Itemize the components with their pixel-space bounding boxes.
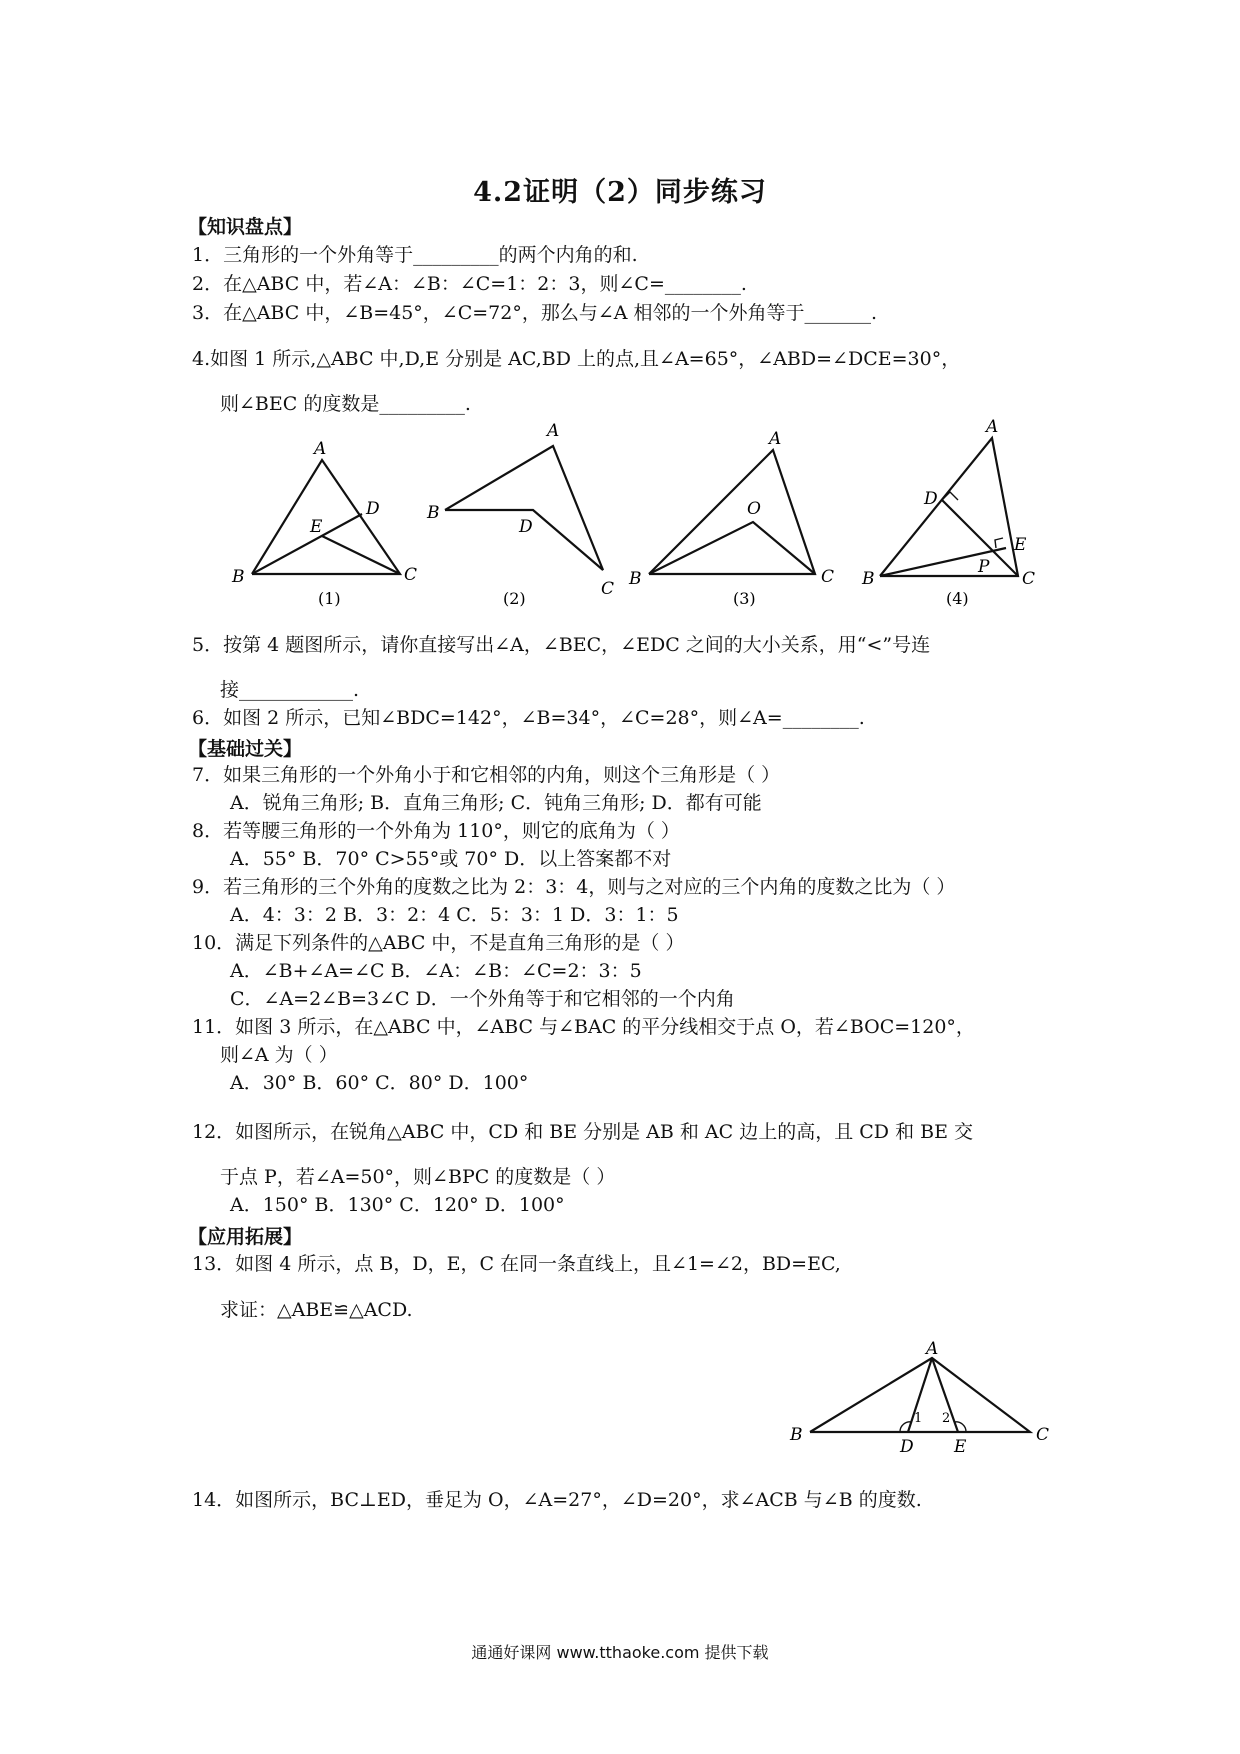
fig3-caption: (3) [733,589,756,608]
fig1-label-b: B [232,567,245,587]
fig1-label-c: C [404,565,418,585]
question-9: 9．若三角形的三个外角的度数之比为 2：3：4，则与之对应的三个内角的度数之比为（ ） [192,876,956,898]
section-basics: 【基础过关】 [188,738,303,760]
fig5-label-b: B [790,1425,803,1445]
fig1-label-e: E [310,517,323,537]
fig4-label-c: C [1022,569,1036,589]
fig5-label-d: D [900,1437,914,1457]
question-1: 1．三角形的一个外角等于_________的两个内角的和. [192,244,638,266]
question-3: 3．在△ABC 中，∠B=45°，∠C=72°，那么与∠A 相邻的一个外角等于_______. [192,302,878,324]
question-12-line-1: 12．如图所示，在锐角△ABC 中，CD 和 BE 分别是 AB 和 AC 边上的高，且 CD 和 BE 交 [192,1121,973,1143]
fig4-label-e: E [1014,535,1027,555]
question-13-line-1: 13．如图 4 所示，点 B，D，E，C 在同一条直线上，且∠1=∠2，BD=EC, [192,1253,841,1275]
question-5-line-1: 5．按第 4 题图所示，请你直接写出∠A，∠BEC，∠EDC 之间的大小关系，用“<”号连 [192,634,931,656]
fig1-label-d: D [366,499,380,519]
figure-2 [425,418,625,612]
fig5-label-e: E [954,1437,967,1457]
question-8-options: A．55° B．70° C>55°或 70° D．以上答案都不对 [230,848,672,870]
question-10-options-ab: A．∠B+∠A=∠C B．∠A：∠B：∠C=2：3：5 [230,960,642,982]
question-12-options: A．150° B．130° C．120° D．100° [230,1194,565,1216]
figure-5 [790,1340,1060,1464]
fig4-label-d: D [924,489,938,509]
question-11-line-1: 11．如图 3 所示，在△ABC 中，∠ABC 与∠BAC 的平分线相交于点 O，若∠BOC=120°， [192,1016,975,1038]
fig2-label-d: D [519,517,533,537]
fig3-label-o: O [747,499,761,519]
question-9-options: A．4：3：2 B．3：2：4 C．5：3：1 D．3：1：5 [230,904,679,926]
footer-credit: 通通好课网 www.tthaoke.com 提供下载 [471,1643,769,1662]
fig5-label-a: A [926,1339,939,1359]
question-2: 2．在△ABC 中，若∠A：∠B：∠C=1：2：3，则∠C=________. [192,273,747,295]
fig1-caption: (1) [318,589,341,608]
question-6: 6．如图 2 所示，已知∠BDC=142°，∠B=34°，∠C=28°，则∠A=________. [192,707,865,729]
question-13-line-2: 求证：△ABE≌△ACD. [220,1299,413,1321]
fig4-label-b: B [862,569,875,589]
fig2-label-b: B [427,503,440,523]
question-12-line-2: 于点 P，若∠A=50°，则∠BPC 的度数是（ ） [220,1166,616,1188]
figure-1 [230,432,420,616]
question-14: 14．如图所示，BC⊥ED，垂足为 O，∠A=27°，∠D=20°，求∠ACB 与∠B 的度数. [192,1489,922,1511]
fig1-label-a: A [314,439,327,459]
question-10-options-cd: C．∠A=2∠B=3∠C D．一个外角等于和它相邻的一个内角 [230,988,735,1010]
question-10: 10．满足下列条件的△ABC 中，不是直角三角形的是（ ） [192,932,685,954]
section-application: 【应用拓展】 [188,1226,303,1248]
fig2-label-a: A [547,421,560,441]
question-5-line-2: 接____________. [220,679,360,701]
question-11-options: A．30° B．60° C．80° D．100° [230,1072,529,1094]
fig4-label-a: A [986,417,999,437]
question-7-options: A．锐角三角形; B．直角三角形; C．钝角三角形; D．都有可能 [230,792,762,814]
fig2-label-c: C [601,579,615,599]
fig2-caption: (2) [503,589,526,608]
fig4-caption: (4) [946,589,969,608]
fig3-label-a: A [769,429,782,449]
section-knowledge: 【知识盘点】 [188,216,303,238]
fig4-label-p: P [978,557,990,577]
fig5-label-c: C [1036,1425,1050,1445]
fig5-angle-1: 1 [914,1411,923,1426]
fig3-label-c: C [821,567,835,587]
page-title: 4.2证明（2）同步练习 [473,177,767,208]
question-11-line-2: 则∠A 为（ ） [220,1044,338,1066]
figure-3 [625,428,845,612]
figure-4 [860,418,1050,614]
fig3-label-b: B [629,569,642,589]
question-7: 7．如果三角形的一个外角小于和它相邻的内角，则这个三角形是（ ） [192,764,781,786]
fig5-angle-2: 2 [942,1411,951,1426]
question-4-line-2: 则∠BEC 的度数是_________. [220,393,471,415]
question-4-line-1: 4.如图 1 所示,△ABC 中,D,E 分别是 AC,BD 上的点,且∠A=65°，∠ABD=∠DCE=30°， [192,348,961,370]
question-8: 8．若等腰三角形的一个外角为 110°，则它的底角为（ ） [192,820,680,842]
